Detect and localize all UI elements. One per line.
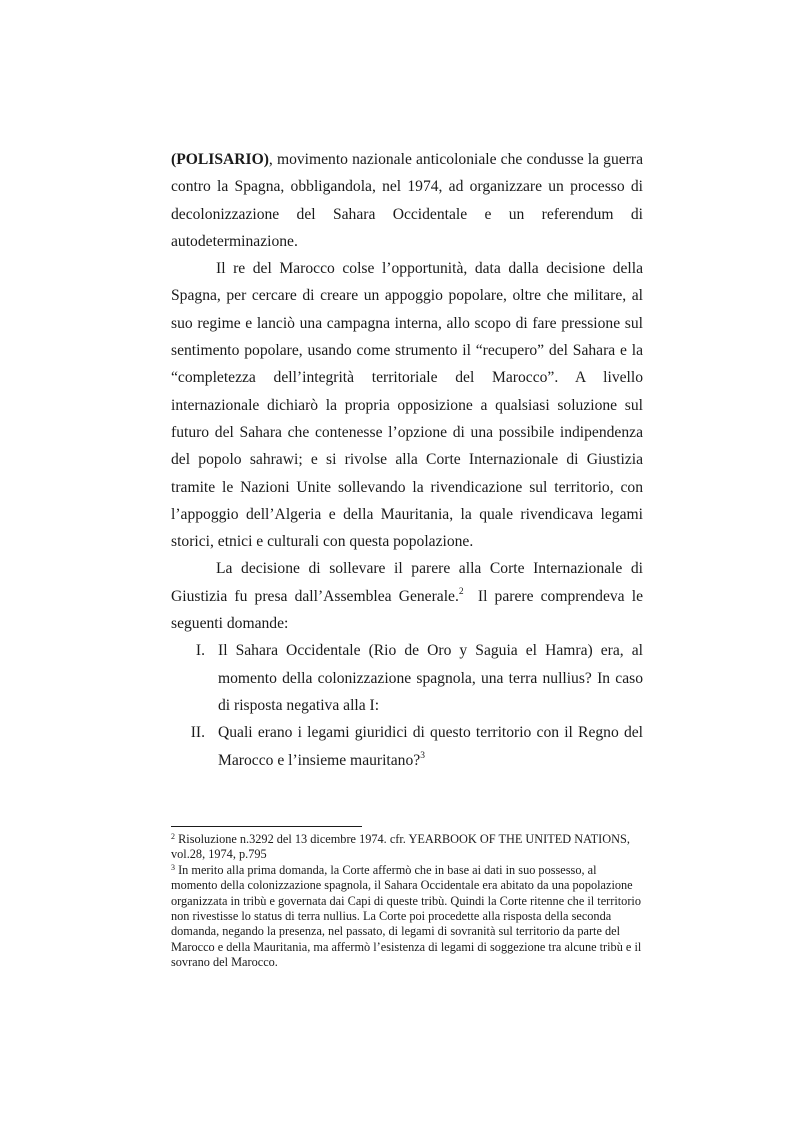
paragraph-1-text: , movimento nazionale anticoloniale che condusse la guerra contro la Spagna, obbligandola, nel 1974, ad organizzare un processo di decolonizzazione del Sahara Occidentale e un referendum di autodeterminazione. [171, 151, 643, 250]
footnote-divider [171, 826, 362, 827]
list-number: I. [195, 642, 205, 660]
footnotes [171, 832, 643, 971]
footnote-ref-2[interactable]: 2 [458, 586, 464, 597]
footnote-text: In merito alla prima domanda, la Corte affermò che in base ai dati in suo possesso, al momento della colonizzazione spagnola, il Sahara Occidentale era abitato da una popolazione organizzata in tribù e governata dai Capi di queste tribù. Quindi la Corte ritenne che il territorio non rivestisse lo status di terra nullius. La Corte poi procedette alla risposta della seconda domanda, negando la presenza, nel passato, di legami di sovranità sul territorio da parte del Marocco e della Mauritania, ma affermò l’esistenza di legami di soggezione tra alcune tribù e il sovrano del Marocco. [171, 862, 642, 970]
paragraph-2: Il re del Marocco colse l’opportunità, data dalla decisione della Spagna, per cercare di creare un appoggio popolare, oltre che militare, al suo regime e lanciò una campagna interna, allo scopo di fare pressione sul sentimento popolare, usando come strumento il “recupero” del Sahara e la “completezza dell’integrità territoriale del Marocco”. A livello internazionale dichiarò la propria opposizione a qualsiasi soluzione sul futuro del Sahara che contenesse l’opzione di una possibile indipendenza del popolo sahrawi; e si rivolse alla Corte Internazionale di Giustizia tramite le Nazioni Unite sollevando la rivendicazione sul territorio, con l’appoggio dell’Algeria e della Mauritania, la quale rivendicava legami storici, etnici e culturali con questa popolazione. [171, 260, 643, 551]
list-number: II. [190, 724, 205, 742]
paragraph-1 [171, 146, 643, 255]
footnote-number: 3 [171, 862, 175, 872]
paragraph-3-text-before: La decisione di sollevare il parere alla Corte Internazionale di Giustizia fu presa dall’Assemblea Generale. [171, 560, 643, 605]
paragraph-3-text-after: Il parere comprendeva le seguenti domande: [171, 587, 647, 633]
paragraph-3 [171, 555, 647, 637]
list-item [171, 719, 643, 774]
list-item-text: Il Sahara Occidentale (Rio de Oro y Saguia el Hamra) era, al momento della colonizzazione spagnola, una terra nullius? In caso di risposta negativa alla I: [218, 642, 643, 714]
footnote-ref-3[interactable]: 3 [420, 750, 425, 761]
list-item-text: Quali erano i legami giuridici di questo territorio con il Regno del Marocco e l’insieme mauritano? [218, 724, 643, 769]
questions-list [171, 637, 643, 773]
polisario-acronym: (POLISARIO) [171, 151, 269, 168]
list-item [171, 637, 643, 719]
page-body [171, 146, 647, 774]
footnote-text: Risoluzione n.3292 del 13 dicembre 1974. cfr. YEARBOOK OF THE UNITED NATIONS, vol.28, 1974, p.795 [171, 832, 630, 862]
footnote-3 [171, 863, 643, 971]
footnote-number: 2 [171, 832, 175, 841]
footnote-2 [171, 832, 643, 863]
